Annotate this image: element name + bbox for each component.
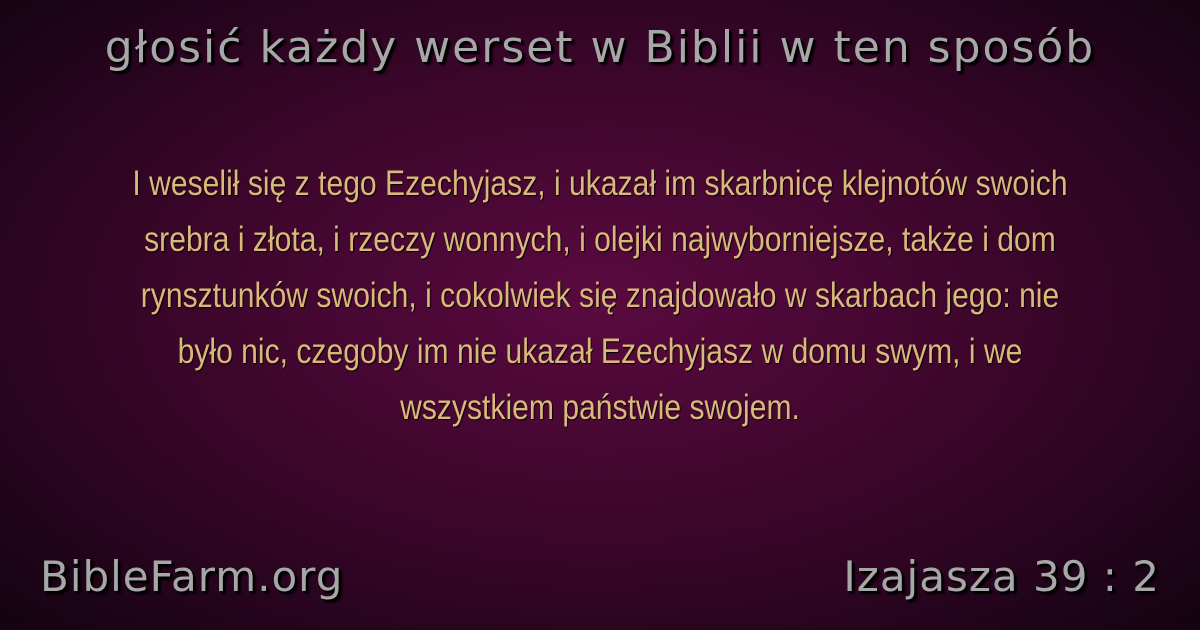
verse-reference: Izajasza 39 : 2 bbox=[843, 552, 1160, 601]
header-title: głosić każdy werset w Biblii w ten sposób bbox=[104, 22, 1096, 73]
site-name: BibleFarm.org bbox=[40, 552, 344, 601]
verse-text: I weselił się z tego Ezechyjasz, i ukazał im skarbnicę klejnotów swoich srebra i złota, i rzeczy wonnych, i olejki najwyborniejsze, także i dom rynsztunków swoich, i cokolwiek się znajdowało w skarbach jego: nie było nic, czegoby im nie ukazał Ezechyjasz w domu swym, i we wszystkiem państwie swojem. bbox=[132, 164, 1068, 427]
